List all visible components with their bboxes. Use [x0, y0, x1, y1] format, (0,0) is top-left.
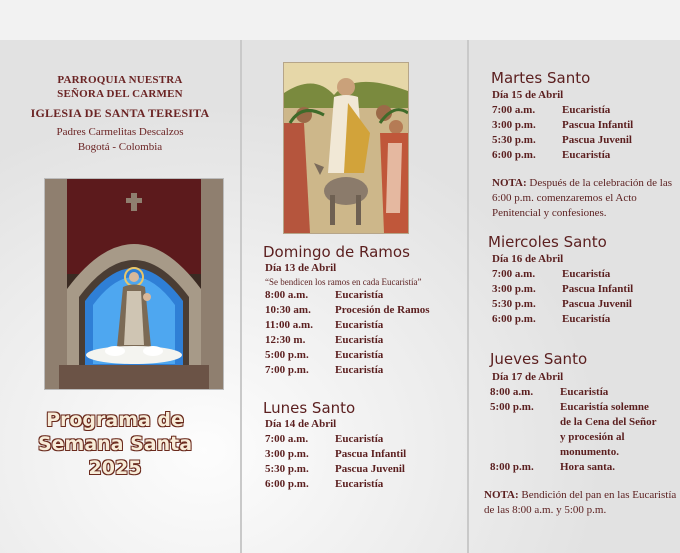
- schedule-row: [490, 430, 678, 445]
- church-name: IGLESIA DE SANTA TERESITA: [30, 106, 210, 120]
- schedule-event: Eucaristía: [335, 478, 384, 490]
- schedule-time: [490, 445, 560, 460]
- schedule-time: 3:00 p.m.: [265, 448, 309, 460]
- schedule-time: 8:00 a.m.: [490, 386, 534, 398]
- lunes-date: Día 14 de Abril: [265, 418, 337, 430]
- schedule-row: [492, 148, 677, 163]
- schedule-row: [265, 303, 465, 318]
- domingo-schedule: [265, 288, 465, 378]
- middle-panel: [242, 40, 467, 553]
- martes-schedule: [492, 103, 677, 163]
- schedule-event: Eucaristía: [560, 386, 609, 398]
- schedule-event: Eucaristía: [335, 319, 384, 331]
- domingo-title: Domingo de Ramos: [263, 243, 410, 261]
- schedule-event: Eucaristía: [335, 289, 384, 301]
- jueves-note: [484, 488, 677, 518]
- schedule-row: [490, 415, 678, 430]
- note-text: Bendición del pan en las Eucaristía de las 8:00 a.m. y 5:00 p.m.: [484, 489, 677, 516]
- cover-panel: [0, 40, 240, 553]
- church-statue-photo: [44, 178, 224, 390]
- miercoles-date: Día 16 de Abril: [492, 253, 564, 265]
- domingo-date: Día 13 de Abril: [265, 262, 337, 274]
- schedule-event: Eucaristía: [562, 104, 611, 116]
- jueves-title: Jueves Santo: [490, 350, 588, 368]
- miercoles-schedule: [492, 267, 677, 327]
- top-background: [0, 0, 680, 40]
- schedule-row: [265, 348, 465, 363]
- schedule-row: [492, 297, 677, 312]
- schedule-row: [265, 432, 465, 447]
- schedule-time: 6:00 p.m.: [492, 149, 536, 161]
- parish-name-line1: PARROQUIA NUESTRA: [57, 74, 183, 86]
- schedule-event: monumento.: [560, 446, 619, 458]
- schedule-row: [265, 462, 465, 477]
- schedule-event: Pascua Juvenil: [562, 298, 632, 310]
- schedule-event: de la Cena del Señor: [560, 416, 657, 428]
- schedule-time: 11:00 a.m.: [265, 319, 313, 331]
- schedule-row: [492, 267, 677, 282]
- schedule-time: 5:30 p.m.: [492, 298, 536, 310]
- schedule-row: [492, 133, 677, 148]
- schedule-row: [490, 445, 678, 460]
- schedule-event: Eucaristía: [335, 334, 384, 346]
- schedule-event: Procesión de Ramos: [335, 304, 430, 316]
- schedule-event: Eucaristía: [562, 313, 611, 325]
- painting-image: [284, 63, 408, 233]
- jueves-date: Día 17 de Abril: [492, 371, 564, 383]
- schedule-row: [265, 363, 465, 378]
- martes-date: Día 15 de Abril: [492, 89, 564, 101]
- schedule-time: 6:00 p.m.: [265, 478, 309, 490]
- schedule-row: [492, 118, 677, 133]
- schedule-event: Pascua Infantil: [562, 283, 634, 295]
- schedule-row: [490, 460, 678, 475]
- schedule-row: [492, 282, 677, 297]
- city: Bogotá - Colombia: [77, 141, 163, 153]
- schedule-time: 7:00 a.m.: [265, 433, 309, 445]
- schedule-event: Eucaristía: [562, 149, 611, 161]
- schedule-row: [492, 312, 677, 327]
- schedule-event: Eucaristía: [562, 268, 611, 280]
- schedule-time: 7:00 a.m.: [492, 104, 536, 116]
- schedule-row: [490, 385, 678, 400]
- schedule-time: 8:00 a.m.: [265, 289, 309, 301]
- schedule-time: 3:00 p.m.: [492, 283, 536, 295]
- schedule-row: [265, 333, 465, 348]
- schedule-event: Eucaristía: [335, 433, 384, 445]
- statue-image: [45, 179, 223, 389]
- schedule-time: 5:30 p.m.: [492, 134, 536, 146]
- schedule-time: 5:00 p.m.: [265, 349, 309, 361]
- religious-order: Padres Carmelitas Descalzos: [56, 126, 184, 138]
- schedule-time: 8:00 p.m.: [490, 461, 534, 473]
- schedule-event: Pascua Juvenil: [562, 134, 632, 146]
- schedule-event: y procesión al: [560, 431, 625, 443]
- schedule-row: [265, 447, 465, 462]
- schedule-time: 3:00 p.m.: [492, 119, 536, 131]
- schedule-time: [490, 415, 560, 430]
- program-title: [10, 408, 220, 480]
- miercoles-title: Miercoles Santo: [488, 233, 607, 251]
- parish-name-line2: SEÑORA DEL CARMEN: [57, 88, 183, 100]
- schedule-time: 6:00 p.m.: [492, 313, 536, 325]
- note-label: NOTA:: [492, 177, 527, 189]
- domingo-note: “Se bendicen los ramos en cada Eucaristía”: [265, 277, 422, 287]
- schedule-row: [265, 477, 465, 492]
- schedule-event: Eucaristía: [335, 349, 384, 361]
- schedule-event: Pascua Juvenil: [335, 463, 405, 475]
- schedule-row: [492, 103, 677, 118]
- schedule-row: [265, 318, 465, 333]
- martes-title: Martes Santo: [491, 69, 591, 87]
- schedule-event: Eucaristía solemne: [560, 401, 649, 413]
- schedule-time: 7:00 a.m.: [492, 268, 536, 280]
- martes-note: [492, 176, 675, 221]
- note-text: Después de la celebración de las 6:00 p.m. comenzaremos el Acto Penitencial y confesiones.: [492, 177, 673, 219]
- schedule-time: 10:30 am.: [265, 304, 311, 316]
- program-title-line1: Programa de: [46, 409, 184, 431]
- schedule-time: 7:00 p.m.: [265, 364, 309, 376]
- schedule-event: Pascua Infantil: [335, 448, 407, 460]
- right-panel: [469, 40, 680, 553]
- schedule-event: Eucaristía: [335, 364, 384, 376]
- schedule-event: Hora santa.: [560, 461, 615, 473]
- schedule-event: Pascua Infantil: [562, 119, 634, 131]
- schedule-row: [490, 400, 678, 415]
- program-title-line2: Semana Santa: [37, 433, 193, 455]
- program-title-year: 2025: [88, 457, 142, 479]
- schedule-row: [265, 288, 465, 303]
- note-label: NOTA:: [484, 489, 519, 501]
- schedule-time: 5:00 p.m.: [490, 401, 534, 413]
- lunes-title: Lunes Santo: [263, 399, 356, 417]
- schedule-time: [490, 430, 560, 445]
- lunes-schedule: [265, 432, 465, 492]
- schedule-time: 5:30 p.m.: [265, 463, 309, 475]
- schedule-time: 12:30 m.: [265, 334, 306, 346]
- jesus-entry-painting: [283, 62, 409, 234]
- jueves-schedule: [490, 385, 678, 475]
